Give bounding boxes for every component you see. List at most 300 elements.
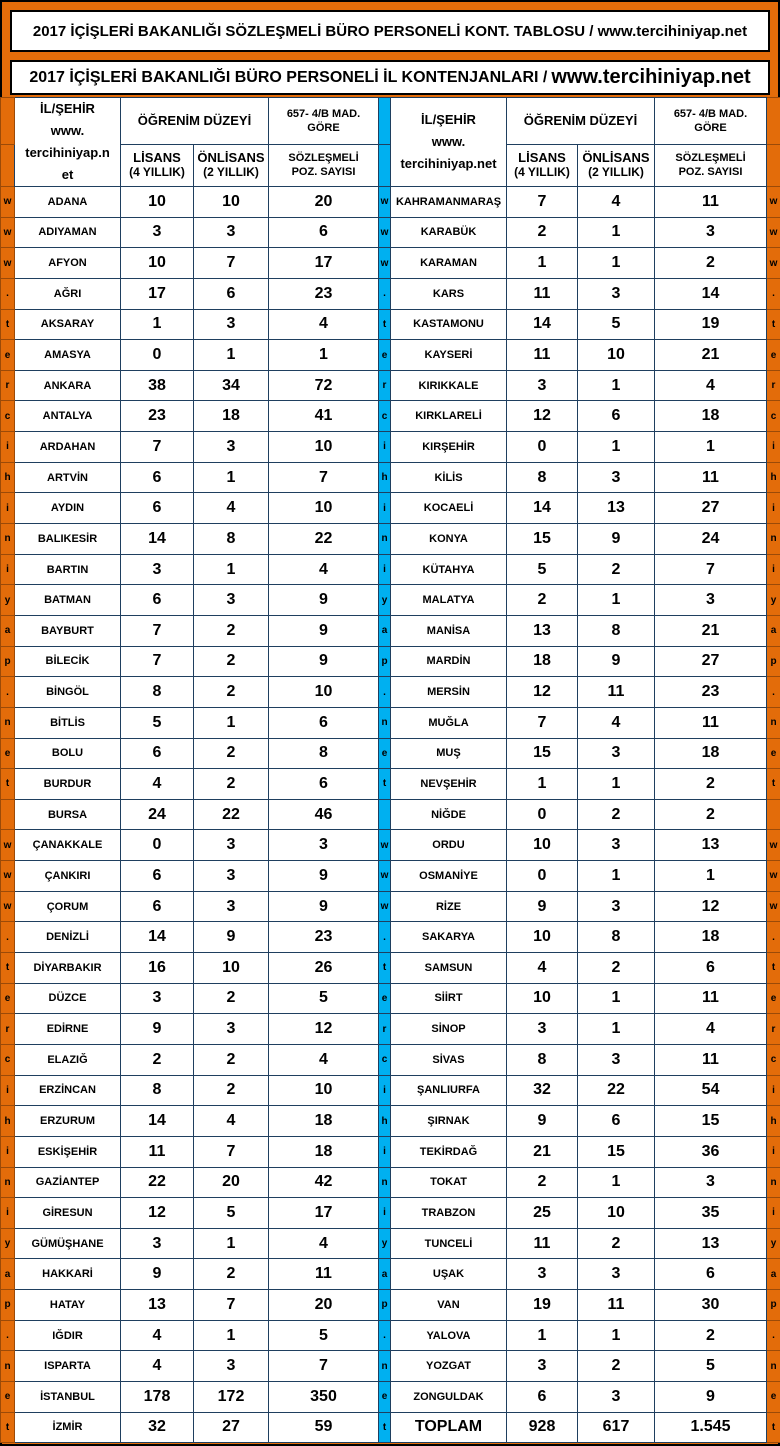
- page-title: 2017 İÇİŞLERİ BAKANLIĞI SÖZLEŞMELİ BÜRO PERSONELİ KONT. TABLOSU / www.tercihiniyap.net: [10, 10, 770, 52]
- city-name: BURSA: [15, 799, 121, 830]
- lisans-count: 11: [507, 340, 578, 371]
- table-row: [1, 830, 780, 861]
- onlisans-count: 2: [578, 1228, 655, 1259]
- onlisans-count: 4: [578, 187, 655, 218]
- onlisans-count: 3: [578, 1259, 655, 1290]
- positions-count: 12: [269, 1014, 379, 1045]
- lisans-count: 6: [121, 738, 194, 769]
- city-name: KÜTAHYA: [391, 554, 507, 585]
- onlisans-count: 1: [194, 707, 269, 738]
- lisans-count: 3: [121, 217, 194, 248]
- strip-right-letter: w: [767, 217, 780, 248]
- table-row: [1, 309, 780, 340]
- city-name: BİTLİS: [15, 707, 121, 738]
- lisans-count: 2: [121, 1044, 194, 1075]
- onlisans-count: 4: [194, 493, 269, 524]
- onlisans-count: 27: [194, 1412, 269, 1443]
- lisans-count: 6: [121, 891, 194, 922]
- lisans-count: 18: [507, 646, 578, 677]
- header-positions-right-line1: SÖZLEŞMELİ: [675, 152, 746, 165]
- lisans-count: 4: [121, 769, 194, 800]
- positions-count: 72: [269, 370, 379, 401]
- lisans-count: 2: [507, 585, 578, 616]
- onlisans-count: 3: [194, 309, 269, 340]
- onlisans-count: 10: [194, 187, 269, 218]
- strip-mid-letter: y: [379, 1228, 391, 1259]
- lisans-count: 14: [121, 524, 194, 555]
- lisans-count: 23: [121, 401, 194, 432]
- city-name: ŞANLIURFA: [391, 1075, 507, 1106]
- city-name: ARDAHAN: [15, 432, 121, 463]
- table-row: [1, 922, 780, 953]
- positions-count: 9: [655, 1381, 767, 1412]
- strip-right-letter: w: [767, 891, 780, 922]
- lisans-count: 6: [121, 493, 194, 524]
- strip-right-letter: i: [767, 1075, 780, 1106]
- strip-left-letter: i: [1, 1136, 15, 1167]
- positions-count: 20: [269, 1290, 379, 1321]
- positions-count: 59: [269, 1412, 379, 1443]
- onlisans-count: 1: [578, 1014, 655, 1045]
- header-city-right-line3: tercihiniyap.net: [400, 156, 497, 171]
- city-name: GÜMÜŞHANE: [15, 1228, 121, 1259]
- onlisans-count: 1: [194, 462, 269, 493]
- onlisans-count: 2: [578, 953, 655, 984]
- city-name: HAKKARİ: [15, 1259, 121, 1290]
- lisans-count: 19: [507, 1290, 578, 1321]
- city-name: AMASYA: [15, 340, 121, 371]
- strip-left-header2: [1, 144, 15, 186]
- strip-mid-letter: w: [379, 248, 391, 279]
- city-name: GİRESUN: [15, 1198, 121, 1229]
- table-row: [1, 707, 780, 738]
- positions-count: 7: [269, 1351, 379, 1382]
- onlisans-count: 5: [194, 1198, 269, 1229]
- onlisans-count: 2: [578, 554, 655, 585]
- lisans-count: 15: [507, 524, 578, 555]
- positions-count: 8: [269, 738, 379, 769]
- header-city-left-line2: www.: [50, 123, 85, 138]
- strip-left-letter: w: [1, 217, 15, 248]
- onlisans-count: 22: [578, 1075, 655, 1106]
- onlisans-count: 1: [194, 1320, 269, 1351]
- strip-left-letter: .: [1, 1320, 15, 1351]
- lisans-count: 0: [121, 830, 194, 861]
- positions-count: 54: [655, 1075, 767, 1106]
- city-name: RİZE: [391, 891, 507, 922]
- strip-left-letter: .: [1, 922, 15, 953]
- strip-mid-letter: n: [379, 707, 391, 738]
- strip-right-letter: i: [767, 1136, 780, 1167]
- strip-mid-letter: t: [379, 953, 391, 984]
- city-name: MARDİN: [391, 646, 507, 677]
- lisans-count: 4: [121, 1351, 194, 1382]
- onlisans-count: 9: [194, 922, 269, 953]
- strip-right-letter: h: [767, 1106, 780, 1137]
- city-name: ADANA: [15, 187, 121, 218]
- city-name: MALATYA: [391, 585, 507, 616]
- lisans-count: 10: [507, 983, 578, 1014]
- table-row: [1, 585, 780, 616]
- positions-count: 19: [655, 309, 767, 340]
- onlisans-count: 2: [194, 1044, 269, 1075]
- lisans-count: 7: [121, 615, 194, 646]
- city-name: ÇORUM: [15, 891, 121, 922]
- quota-table: [0, 97, 780, 1443]
- header-lisans-left-line1: LİSANS: [133, 150, 181, 166]
- table-row: [1, 524, 780, 555]
- onlisans-count: 7: [194, 1290, 269, 1321]
- city-name: MUŞ: [391, 738, 507, 769]
- positions-count: 6: [655, 953, 767, 984]
- header-lisans-right-line2: (4 YILLIK): [514, 165, 570, 180]
- onlisans-count: 2: [194, 983, 269, 1014]
- onlisans-count: 1: [578, 1320, 655, 1351]
- onlisans-count: 3: [578, 1044, 655, 1075]
- positions-count: 36: [655, 1136, 767, 1167]
- lisans-count: 3: [507, 1351, 578, 1382]
- positions-count: 5: [269, 983, 379, 1014]
- positions-count: 15: [655, 1106, 767, 1137]
- strip-right-header2: [767, 144, 780, 186]
- positions-count: 23: [655, 677, 767, 708]
- positions-count: 3: [655, 217, 767, 248]
- table-row: [1, 1167, 780, 1198]
- lisans-count: 9: [121, 1014, 194, 1045]
- city-name: MUĞLA: [391, 707, 507, 738]
- lisans-count: 10: [507, 830, 578, 861]
- strip-right-letter: i: [767, 432, 780, 463]
- onlisans-count: 15: [578, 1136, 655, 1167]
- header-article-left-line1: 657- 4/B MAD.: [286, 107, 361, 120]
- strip-mid-letter: h: [379, 1106, 391, 1137]
- strip-left-letter: t: [1, 953, 15, 984]
- strip-mid-letter: p: [379, 1290, 391, 1321]
- onlisans-count: 3: [578, 891, 655, 922]
- positions-count: 4: [269, 1044, 379, 1075]
- strip-mid-letter: w: [379, 187, 391, 218]
- strip-left-letter: i: [1, 1075, 15, 1106]
- positions-count: 13: [655, 830, 767, 861]
- positions-count: 11: [655, 1044, 767, 1075]
- positions-count: 9: [269, 861, 379, 892]
- strip-mid-letter: i: [379, 493, 391, 524]
- onlisans-count: 3: [194, 1351, 269, 1382]
- lisans-count: 3: [507, 1259, 578, 1290]
- strip-right-letter: c: [767, 401, 780, 432]
- city-name: AĞRI: [15, 278, 121, 309]
- strip-mid-letter: e: [379, 738, 391, 769]
- table-row: [1, 799, 780, 830]
- header-positions-right-line2: POZ. SAYISI: [678, 166, 743, 179]
- positions-count: 6: [269, 217, 379, 248]
- city-name: DÜZCE: [15, 983, 121, 1014]
- onlisans-count: 3: [194, 217, 269, 248]
- onlisans-count: 34: [194, 370, 269, 401]
- city-name: KONYA: [391, 524, 507, 555]
- lisans-count: 9: [121, 1259, 194, 1290]
- strip-mid-letter: c: [379, 401, 391, 432]
- positions-count: 7: [269, 462, 379, 493]
- lisans-count: 14: [121, 1106, 194, 1137]
- strip-left-letter: p: [1, 646, 15, 677]
- strip-left-letter: e: [1, 1381, 15, 1412]
- lisans-count: 7: [507, 187, 578, 218]
- city-name: SİNOP: [391, 1014, 507, 1045]
- positions-count: 9: [269, 646, 379, 677]
- header-city-left: [15, 98, 121, 187]
- lisans-count: 7: [121, 646, 194, 677]
- lisans-count: 0: [507, 799, 578, 830]
- strip-left-letter: n: [1, 524, 15, 555]
- lisans-count: 2: [507, 217, 578, 248]
- city-name: BİLECİK: [15, 646, 121, 677]
- city-name: KIRŞEHİR: [391, 432, 507, 463]
- city-name: TUNCELİ: [391, 1228, 507, 1259]
- table-row: [1, 953, 780, 984]
- city-name: BOLU: [15, 738, 121, 769]
- strip-left-letter: .: [1, 677, 15, 708]
- city-name: BATMAN: [15, 585, 121, 616]
- lisans-count: 3: [121, 554, 194, 585]
- strip-right-letter: n: [767, 524, 780, 555]
- onlisans-count: 3: [578, 278, 655, 309]
- table-title-text: 2017 İÇİŞLERİ BAKANLIĞI BÜRO PERSONELİ İL KONTENJANLARI /: [29, 68, 548, 86]
- positions-count: 17: [269, 1198, 379, 1229]
- strip-right-letter: t: [767, 769, 780, 800]
- lisans-count: 4: [507, 953, 578, 984]
- lisans-count: 16: [121, 953, 194, 984]
- lisans-count: 15: [507, 738, 578, 769]
- total-label: TOPLAM: [391, 1412, 507, 1443]
- city-name: HATAY: [15, 1290, 121, 1321]
- lisans-count: 7: [507, 707, 578, 738]
- lisans-count: 0: [507, 432, 578, 463]
- table-row: [1, 646, 780, 677]
- onlisans-count: 2: [194, 738, 269, 769]
- header-lisans-right-line1: LİSANS: [518, 150, 566, 166]
- onlisans-count: 3: [578, 1381, 655, 1412]
- positions-count: 18: [655, 401, 767, 432]
- city-name: SAMSUN: [391, 953, 507, 984]
- table-row: [1, 1106, 780, 1137]
- lisans-count: 10: [507, 922, 578, 953]
- onlisans-count: 3: [194, 830, 269, 861]
- header-onlisans-left: [194, 144, 269, 186]
- strip-left-letter: t: [1, 309, 15, 340]
- city-name: SAKARYA: [391, 922, 507, 953]
- strip-mid-letter: i: [379, 1075, 391, 1106]
- strip-left-letter: c: [1, 401, 15, 432]
- strip-right-letter: e: [767, 1381, 780, 1412]
- strip-mid-letter: w: [379, 861, 391, 892]
- lisans-count: 10: [121, 187, 194, 218]
- onlisans-count: 11: [578, 677, 655, 708]
- city-name: ERZURUM: [15, 1106, 121, 1137]
- strip-left-letter: y: [1, 1228, 15, 1259]
- city-name: ISPARTA: [15, 1351, 121, 1382]
- strip-right-letter: .: [767, 922, 780, 953]
- city-name: KAYSERİ: [391, 340, 507, 371]
- city-name: IĞDIR: [15, 1320, 121, 1351]
- strip-left-letter: t: [1, 769, 15, 800]
- onlisans-count: 9: [578, 646, 655, 677]
- onlisans-count: 13: [578, 493, 655, 524]
- table-row: [1, 861, 780, 892]
- lisans-count: 21: [507, 1136, 578, 1167]
- positions-count: 1: [655, 432, 767, 463]
- strip-mid-letter: n: [379, 524, 391, 555]
- strip-right-letter: e: [767, 738, 780, 769]
- strip-right-header: [767, 98, 780, 145]
- city-name: ÇANKIRI: [15, 861, 121, 892]
- positions-count: 22: [269, 524, 379, 555]
- strip-mid-letter: t: [379, 1412, 391, 1443]
- lisans-count: 4: [121, 1320, 194, 1351]
- city-name: AYDIN: [15, 493, 121, 524]
- positions-count: 23: [269, 922, 379, 953]
- strip-right-letter: e: [767, 983, 780, 1014]
- strip-left-letter: y: [1, 585, 15, 616]
- positions-count: 30: [655, 1290, 767, 1321]
- strip-mid-header2: [379, 144, 391, 186]
- strip-mid-letter: p: [379, 646, 391, 677]
- table-title-site: www.tercihiniyap.net: [551, 66, 751, 88]
- city-name: BURDUR: [15, 769, 121, 800]
- lisans-count: 11: [507, 278, 578, 309]
- onlisans-count: 1: [578, 432, 655, 463]
- strip-mid-letter: a: [379, 1259, 391, 1290]
- strip-right-letter: w: [767, 248, 780, 279]
- strip-right-letter: y: [767, 585, 780, 616]
- onlisans-count: 18: [194, 401, 269, 432]
- onlisans-count: 8: [578, 922, 655, 953]
- strip-mid-letter: r: [379, 1014, 391, 1045]
- strip-mid-letter: .: [379, 677, 391, 708]
- header-city-left-line1: İL/ŞEHİR: [40, 101, 95, 116]
- table-row: [1, 615, 780, 646]
- positions-count: 10: [269, 493, 379, 524]
- onlisans-count: 3: [578, 738, 655, 769]
- table-row: [1, 1412, 780, 1443]
- positions-count: 9: [269, 585, 379, 616]
- lisans-count: 9: [507, 891, 578, 922]
- positions-count: 41: [269, 401, 379, 432]
- positions-count: 46: [269, 799, 379, 830]
- onlisans-count: 10: [578, 1198, 655, 1229]
- city-name: ŞIRNAK: [391, 1106, 507, 1137]
- lisans-count: 14: [121, 922, 194, 953]
- positions-count: 10: [269, 1075, 379, 1106]
- onlisans-count: 3: [194, 432, 269, 463]
- header-article-right: [655, 98, 767, 145]
- strip-left-letter: e: [1, 983, 15, 1014]
- strip-right-letter: a: [767, 615, 780, 646]
- city-name: ZONGULDAK: [391, 1381, 507, 1412]
- table-row: [1, 493, 780, 524]
- lisans-count: 38: [121, 370, 194, 401]
- city-name: MERSİN: [391, 677, 507, 708]
- city-name: BARTIN: [15, 554, 121, 585]
- strip-mid-letter: i: [379, 554, 391, 585]
- positions-count: 14: [655, 278, 767, 309]
- onlisans-count: 6: [578, 1106, 655, 1137]
- positions-count: 20: [269, 187, 379, 218]
- strip-mid-letter: i: [379, 432, 391, 463]
- table-row: [1, 1044, 780, 1075]
- lisans-count: 11: [121, 1136, 194, 1167]
- lisans-count: 928: [507, 1412, 578, 1443]
- city-name: KAHRAMANMARAŞ: [391, 187, 507, 218]
- lisans-count: 7: [121, 432, 194, 463]
- lisans-count: 8: [507, 1044, 578, 1075]
- lisans-count: 13: [507, 615, 578, 646]
- positions-count: 21: [655, 340, 767, 371]
- city-name: KİLİS: [391, 462, 507, 493]
- strip-right-letter: n: [767, 1167, 780, 1198]
- lisans-count: 1: [507, 1320, 578, 1351]
- onlisans-count: 3: [194, 1014, 269, 1045]
- positions-count: 6: [269, 769, 379, 800]
- strip-mid-letter: r: [379, 370, 391, 401]
- city-name: ORDU: [391, 830, 507, 861]
- table-row: [1, 370, 780, 401]
- city-name: KARABÜK: [391, 217, 507, 248]
- strip-right-letter: p: [767, 1290, 780, 1321]
- onlisans-count: 2: [578, 1351, 655, 1382]
- lisans-count: 11: [507, 1228, 578, 1259]
- positions-count: 4: [269, 1228, 379, 1259]
- strip-mid-letter: n: [379, 1351, 391, 1382]
- onlisans-count: 1: [578, 585, 655, 616]
- onlisans-count: 4: [578, 707, 655, 738]
- table-row: [1, 1198, 780, 1229]
- onlisans-count: 3: [194, 891, 269, 922]
- table-row: [1, 432, 780, 463]
- strip-left-letter: r: [1, 1014, 15, 1045]
- lisans-count: 22: [121, 1167, 194, 1198]
- city-name: TOKAT: [391, 1167, 507, 1198]
- positions-count: 4: [655, 370, 767, 401]
- strip-left-letter: i: [1, 554, 15, 585]
- onlisans-count: 10: [194, 953, 269, 984]
- city-name: EDİRNE: [15, 1014, 121, 1045]
- city-name: ESKİŞEHİR: [15, 1136, 121, 1167]
- strip-right-letter: c: [767, 1044, 780, 1075]
- positions-count: 42: [269, 1167, 379, 1198]
- onlisans-count: 2: [194, 769, 269, 800]
- positions-count: 11: [269, 1259, 379, 1290]
- header-onlisans-right-line2: (2 YILLIK): [588, 165, 644, 180]
- positions-count: 3: [655, 1167, 767, 1198]
- strip-left-letter: [1, 799, 15, 830]
- city-name: NEVŞEHİR: [391, 769, 507, 800]
- lisans-count: 13: [121, 1290, 194, 1321]
- lisans-count: 25: [507, 1198, 578, 1229]
- lisans-count: 8: [121, 677, 194, 708]
- table-row: [1, 462, 780, 493]
- lisans-count: 24: [121, 799, 194, 830]
- onlisans-count: 3: [578, 462, 655, 493]
- header-city-right-line1: İL/ŞEHİR: [421, 112, 476, 127]
- lisans-count: 9: [507, 1106, 578, 1137]
- onlisans-count: 1: [578, 983, 655, 1014]
- city-name: MANİSA: [391, 615, 507, 646]
- city-name: VAN: [391, 1290, 507, 1321]
- positions-count: 2: [655, 799, 767, 830]
- strip-right-letter: n: [767, 707, 780, 738]
- strip-right-letter: h: [767, 462, 780, 493]
